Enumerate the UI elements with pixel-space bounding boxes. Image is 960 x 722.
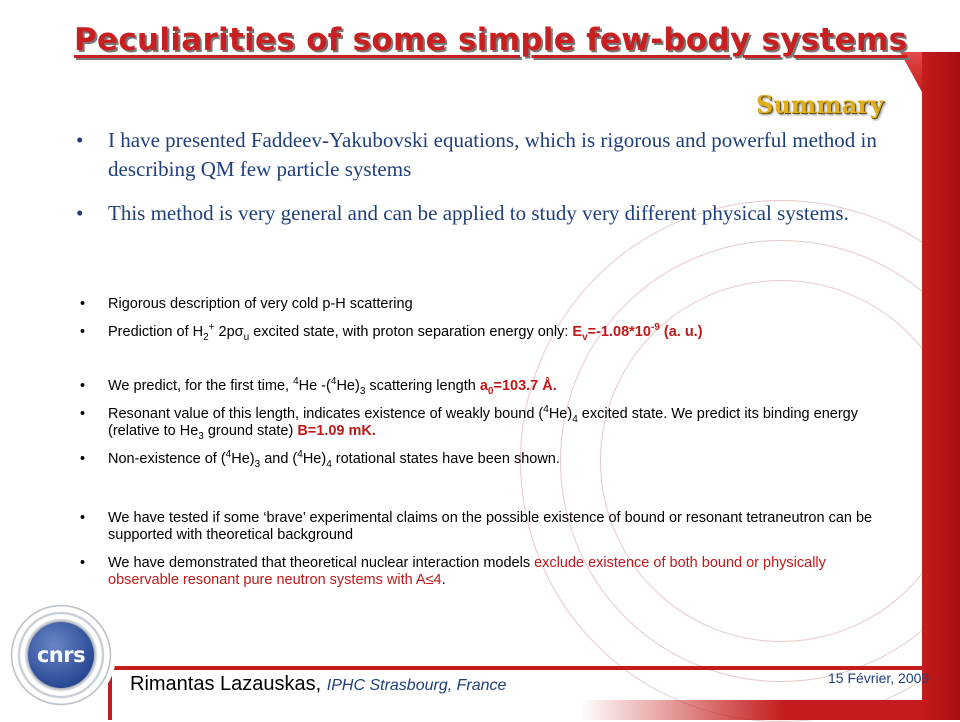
tetraneutron-demonstrated: [70, 555, 900, 589]
isotope-superscript: 4: [225, 449, 232, 461]
count-subscript: 3: [254, 458, 261, 470]
h-superscript: +: [208, 322, 215, 334]
result-scattering-length: [70, 378, 900, 395]
count-subscript: 4: [572, 413, 578, 425]
main-bullet: • This method is very general and can be applied to study very different physical systems.: [70, 193, 880, 234]
isotope-superscript: 4: [297, 449, 303, 461]
helium-symbol: He): [231, 451, 255, 467]
isotope-superscript: 4: [330, 376, 337, 388]
isotope-superscript: 4: [293, 376, 299, 388]
helium-symbol: He): [302, 451, 327, 467]
prediction-prefix: Prediction of H: [108, 324, 204, 340]
prediction-state: 2pσ: [214, 324, 244, 340]
helium-symbol: He): [336, 378, 360, 394]
slide-subtitle: Summary: [756, 90, 884, 119]
helium-symbol: He): [548, 406, 573, 422]
resonant-text: ground state): [203, 423, 298, 439]
resonant-text: excited state. We predict its binding energy (relative to He: [108, 406, 858, 439]
footer-author-line: Rimantas Lazauskas, IPHC Strasbourg, France: [130, 673, 507, 695]
author-institution: IPHC Strasbourg, France: [326, 677, 507, 694]
demonstrated-prefix: We have demonstrated that theoretical nuclear interaction models: [108, 555, 535, 571]
energy-subscript: v: [582, 331, 588, 343]
red-frame-bottom-strip: [580, 700, 922, 720]
tetraneutron-tested: • We have tested if some ‘brave’ experimental claims on the possible existence of bound or resonant tetraneutron can be supported with theoretical background: [70, 510, 900, 544]
state-subscript: u: [243, 331, 250, 343]
length-subscript: 0: [487, 385, 494, 397]
scattering-length-value: [479, 378, 557, 397]
red-frame-fold: [900, 52, 922, 92]
count-subscript: 3: [198, 430, 204, 442]
helium-results-list: [70, 378, 900, 468]
resonant-prefix: Resonant value of this length, indicates existence of weakly bound (: [108, 406, 544, 422]
slide-title: Peculiarities of some simple few-body systems: [74, 22, 908, 58]
nonexist-text: rotational states have been shown.: [331, 451, 560, 467]
scattering-text: scattering length: [365, 378, 480, 394]
red-frame-right: [922, 52, 960, 720]
length-number: =103.7 Å.: [493, 378, 557, 394]
author-name: Rimantas Lazauskas: [130, 673, 316, 695]
energy-exponent: -9: [650, 322, 660, 334]
main-bullet-list: [70, 126, 880, 234]
isotope-superscript: 4: [543, 404, 549, 416]
results-list: [70, 296, 900, 341]
energy-number: =-1.08*10: [587, 324, 651, 340]
cnrs-logo-text: cnrs: [36, 643, 86, 667]
binding-energy-value: B=1.09 mK.: [297, 423, 376, 439]
demonstrated-suffix: .: [441, 572, 446, 588]
nonexist-prefix: Non-existence of (: [108, 451, 226, 467]
footer-date: 15 Février, 2009: [828, 670, 930, 686]
h-subscript: 2: [203, 331, 209, 343]
energy-unit: (a. u.): [659, 324, 703, 340]
count-subscript: 4: [326, 458, 332, 470]
main-bullet: • I have presented Faddeev-Yakubovski equations, which is rigorous and powerful method in describing QM few particle systems: [70, 126, 880, 184]
cnrs-logo-disc: [28, 622, 94, 688]
length-symbol: a: [479, 378, 488, 394]
count-subscript: 3: [359, 385, 366, 397]
result-non-existence: [70, 451, 900, 468]
helium-symbol: He -(: [298, 378, 331, 394]
red-frame-bottom: [110, 666, 922, 670]
energy-value: [572, 322, 703, 343]
prediction-text: excited state, with proton separation energy only:: [249, 324, 573, 340]
result-h2-prediction: [70, 324, 900, 341]
result-resonant: [70, 406, 900, 440]
demonstrated-highlight: exclude existence of both bound or physically observable resonant pure neutron systems with A≤4: [108, 555, 826, 588]
tetraneutron-list: [70, 510, 900, 589]
energy-symbol: E: [572, 324, 583, 340]
scattering-prefix: We predict, for the first time,: [108, 378, 294, 394]
result-ph-scattering: • Rigorous description of very cold p-H scattering: [70, 296, 900, 313]
nonexist-text: and (: [260, 451, 298, 467]
